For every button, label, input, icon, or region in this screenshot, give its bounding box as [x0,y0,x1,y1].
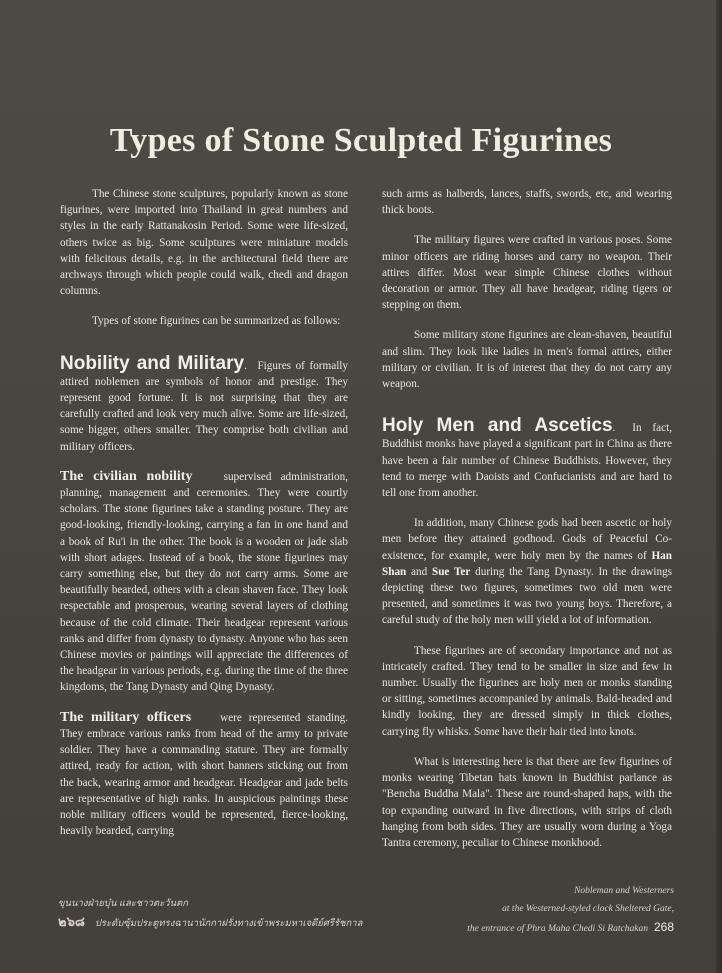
caption-line3: the entrance of Phra Maha Chedi Si Ratchakan [467,924,648,934]
page-title: Types of Stone Sculpted Figurines [109,122,613,159]
poses-paragraph: The military figures were crafted in various poses. Some minor officers are riding horses and carry no weapon. Their attires differ. Most wear simple Chinese clothes without decoration or armor. They all have headgear, riding tigers or stepping on them. [382,234,672,312]
military-heading: The military officers [60,709,192,725]
civilian-heading: The civilian nobility [60,468,193,484]
civilian-section [60,469,348,696]
gods-text-end: during the Tang Dynasty. In the drawings depicting these two figures, sometimes two old men were presented, and sometimes it was two young boys. Therefore, a careful study of the holy men will yield a lot of information. [382,565,673,627]
arms-paragraph: such arms as halberds, lances, staffs, swords, etc, and wearing thick boots. [382,188,672,217]
nobility-heading: Nobility and Military [60,352,245,374]
military-text: were represented standing. They embrace various ranks from head of the army to private soldier. They have a commanding stature. They are formally attired, ready for action, with short banners sticking out from the back, wearing armor and headgear. Headgear and jade belts are representative of high ranks. In auspicious paintings these noble military officers would be represented, fierce-looking, heavily bearded, carrying [60,711,349,838]
holy-men-heading: Holy Men and Ascetics [382,415,613,437]
right-column [382,186,672,865]
intro-summary-paragraph: Types of stone figurines can be summarized as follows: [92,315,341,328]
caption-line1: Nobleman and Westerners [574,886,674,896]
tibetan-hats-paragraph: What is interesting here is that there are few figurines of monks wearing Tibetan hats known in Buddhist parlance as "Bencha Buddha Mala". These are round-shaped haps, with the top expanding outward in five directions, with strips of cloth hanging from both sides. They are usually worn during a Yoga Tantra ceremony, peculiar to Chinese monkhood. [382,755,672,849]
secondary-importance-paragraph: These figurines are of secondary importance and not as intricately crafted. They tend to be smaller in size and few in number. Usually the figurines are holy men or monks standing or sitting, sometimes accompanied by animals. Bald-headed and kindly looking, they are dressed simply in thick clothes, carrying fly whisks. Some have their hair tied into knots. [382,644,672,738]
thai-caption [58,896,362,933]
military-section [60,710,348,840]
english-caption [467,882,674,938]
page-edge [716,0,722,973]
caption-line2: at the Westerned-styled clock Sheltered Gate, [502,904,674,914]
nobility-section: Nobility and Military. Figures of formally attired noblemen are symbols of honor and prestige. They represent good fortune. It is not surprising that they are carefully crafted and look very much alive. Some are life-sized, some bigger, others smaller. They comprise both civilian and military officers. [60,352,349,453]
thai-caption-line2: ประดับซุ้มประตูทรงฉานานักกาฝรั่งทางเข้าพระมหาเจดีย์ศรีรัชกาล [94,919,363,929]
gods-text-and: and [411,565,428,578]
civilian-text: supervised administration, planning, management and ceremonies. They were courtly scholars. The stone figurines take a standing posture. They are good-looking, friendly-looking, carrying a fan in one hand and a book of Ru'i in the other. The book is a wooden or jade slab with short adages. Instead of a book, the stone figurines may carry something else, but they do not carry arms. Some are beautifully bearded, others with a clean shaven face. They look respectable and prosperous, wearing several layers of clothing because of the cold climate. Their headgear represent various ranks and differ from dynasty to dynasty. Anyone who has seen Chinese movies or paintings will appreciate the differences of the headgear in various periods, e.g. during the time of the three kingdoms, the Tang Dynasty and Qing Dynasty. [60,470,348,694]
gods-text-start: In addition, many Chinese gods had been ascetic or holy men before they attained godhood. Gods of Peaceful Co-existence, for example, were holy men by the names of [382,517,672,562]
intro-paragraph: The Chinese stone sculptures, popularly known as stone figurines, were imported into Thailand in great numbers and styles in the early Rattanakosin Period. Some were life-sized, others twice as big. Some sculptures were miniature models with felicitous details, e.g. in the architectural field there are archways through which people could walk, chedi and dragon columns. [60,188,348,298]
holy-men-text: In fact, Buddhist monks have played a significant part in China as there have been a fair number of Chinese Buddhists. However, they tend to merge with Daoists and Confucianists and are hard to tell one from another. [382,422,672,500]
name-han-shan: Han Shan [382,549,673,578]
left-column [60,186,348,853]
gods-paragraph [382,515,672,628]
thai-caption-line1: ขุนนางฝ่ายบุ๋น และชาวตะวันตก [58,899,189,909]
thai-page-number: ๒๖๘ [58,914,85,929]
nobility-text: Figures of formally attired noblemen are symbols of honor and prestige. They represent good fortune. It is not surprising that they are carefully crafted and look very much alive. Some are life-sized, some bigger, others smaller. They comprise both civilian and military officers. [60,359,349,453]
clean-shaven-paragraph: Some military stone figurines are clean-shaven, beautiful and slim. They look like ladies in men's formal attires, either military or civilian. It is of interest that they do not carry any weapon. [382,329,672,391]
page-number: 268 [653,920,674,934]
holy-men-section: Holy Men and Ascetics. In fact, Buddhist monks have played a significant part in China as there have been a fair number of Chinese Buddhists. However, they tend to merge with Daoists and Confucianists and are hard to tell one from another. [382,415,672,500]
name-sue-ter: Sue Ter [431,565,471,578]
